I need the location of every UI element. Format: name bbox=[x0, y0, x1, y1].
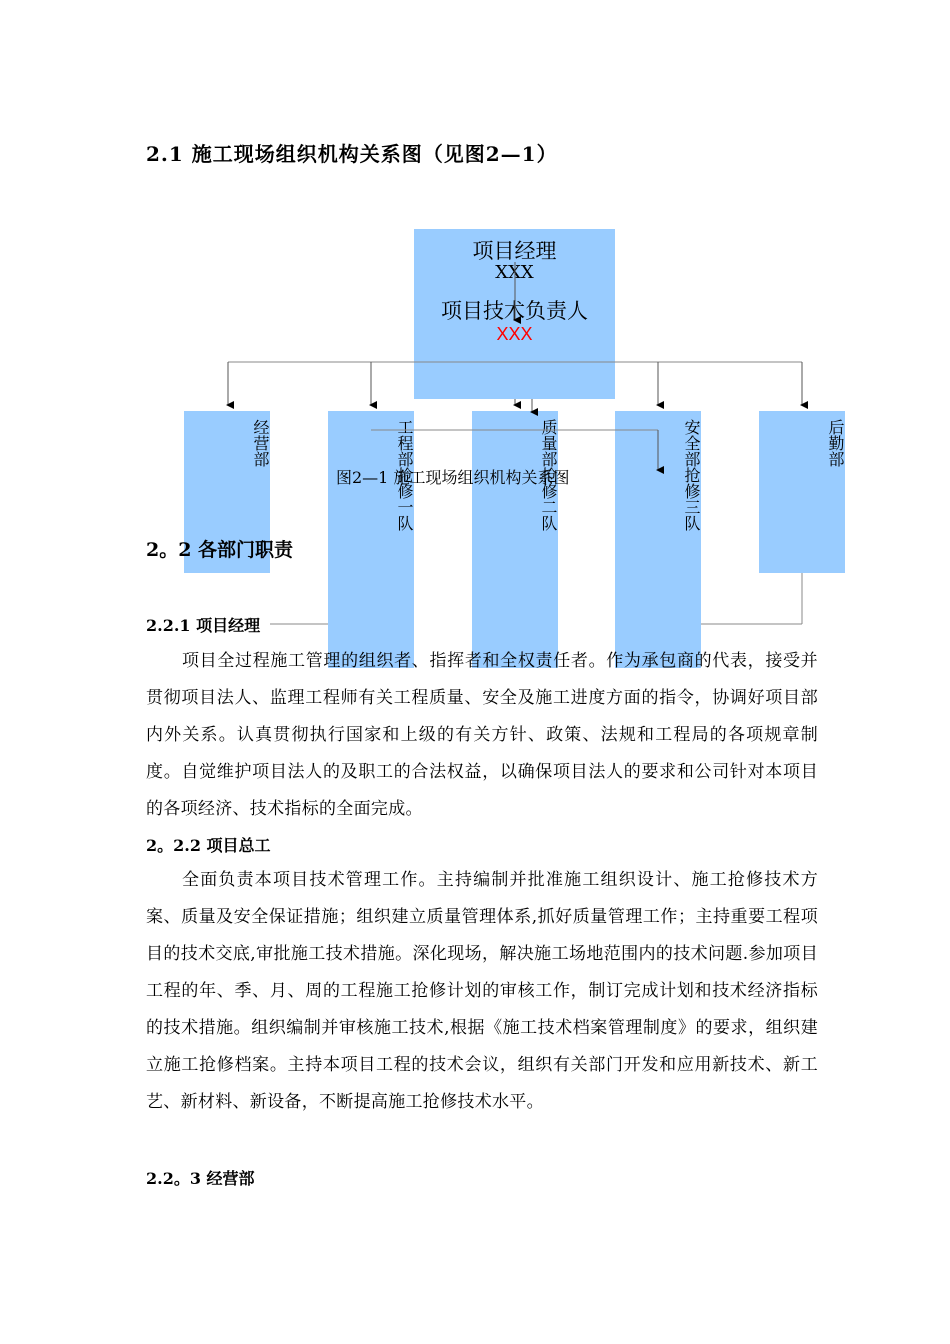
dept-label: 工程部抢修一队 bbox=[395, 419, 414, 531]
section-heading: 2。2 各部门职责 bbox=[146, 539, 294, 561]
dept-label: 质量部抢修二队 bbox=[539, 419, 558, 531]
subsection-heading: 2.2.1 项目经理 bbox=[146, 616, 261, 635]
subsection-heading: 2.2。3 经营部 bbox=[146, 1169, 255, 1188]
top-box bbox=[414, 229, 615, 399]
figure-caption: 图2—1 施工现场组织机构关系图 bbox=[336, 468, 570, 487]
paragraph: 全面负责本项目技术管理工作。主持编制并批准施工组织设计、施工抢修技术方案、质量及安全保证措施；组织建立质量管理体系,抓好质量管理工作；主持重要工程项目的技术交底,审批施工技术措施。深化现场，解决施工场地范围内的技术问题.参加项目工程的年、季、月、周的工程施工抢修计划的审核工作，制订完成计划和技术经济指标的技术措施。组织编制并审核施工技术,根据《施工技术档案管理制度》的要求，组织建立施工抢修档案。主持本项目工程的技术会议，组织有关部门开发和应用新技术、新工艺、新材料、新设备，不断提高施工抢修技术水平。 bbox=[146, 870, 818, 1112]
dept-box-quality bbox=[472, 411, 558, 668]
top-title: 项目经理 bbox=[472, 239, 557, 263]
dept-box-logistics bbox=[759, 411, 845, 573]
dept-label: 经营部 bbox=[251, 419, 270, 467]
top-subname: XXX bbox=[496, 324, 533, 344]
dept-label: 安全部抢修三队 bbox=[682, 419, 701, 531]
paragraph: 项目全过程施工管理的组织者、指挥者和全权责任者。作为承包商的代表，接受并贯彻项目法人、监理工程师有关工程质量、安全及施工进度方面的指令，协调好项目部内外关系。认真贯彻执行国家和上级的有关方针、政策、法规和工程局的各项规章制度。自觉维护项目法人的及职工的合法权益，以确保项目法人的要求和公司针对本项目的各项经济、技术指标的全面完成。 bbox=[146, 651, 818, 819]
subsection-heading: 2。2.2 项目总工 bbox=[146, 836, 271, 855]
section-title: 2.1 施工现场组织机构关系图（见图2—1） bbox=[146, 142, 558, 166]
top-name: XXX bbox=[495, 262, 534, 283]
dept-box-safety bbox=[615, 411, 701, 668]
top-subtitle: 项目技术负责人 bbox=[441, 299, 588, 323]
dept-box-engineering bbox=[328, 411, 414, 668]
dept-label: 后勤部 bbox=[826, 419, 845, 467]
